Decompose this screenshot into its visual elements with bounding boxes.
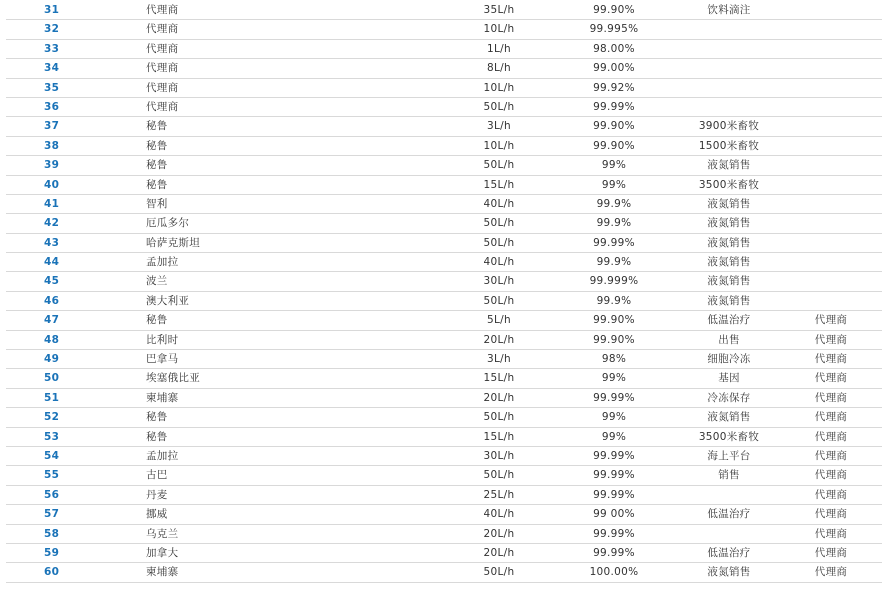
flow-rate-cell: 30L/h	[483, 449, 515, 462]
country-cell: 代理商	[146, 4, 179, 16]
row-number: 37	[44, 120, 60, 133]
flow-rate-cell: 8L/h	[487, 62, 511, 75]
flow-rate-cell: 20L/h	[483, 391, 515, 404]
flow-rate-cell: 50L/h	[483, 159, 515, 172]
table-row	[6, 525, 882, 544]
table-row	[6, 563, 882, 582]
usage-cell: 液氮销售	[707, 256, 751, 269]
usage-cell: 细胞冷冻	[707, 353, 751, 366]
flow-rate-cell: 40L/h	[483, 508, 515, 521]
customer-type-cell: 代理商	[814, 333, 848, 346]
purity-cell: 99%	[601, 411, 627, 424]
customer-type-cell: 代理商	[814, 430, 848, 443]
customer-type-cell: 代理商	[814, 527, 848, 540]
customer-type-cell: 代理商	[814, 314, 848, 327]
table-row	[6, 253, 882, 272]
table-row	[6, 79, 882, 98]
row-number: 31	[44, 4, 60, 16]
table-row	[6, 408, 882, 427]
flow-rate-cell: 25L/h	[483, 488, 515, 501]
usage-cell: 1500米畜牧	[698, 139, 760, 152]
table-row	[6, 137, 882, 156]
customer-type-cell: 代理商	[814, 411, 848, 424]
table-row	[6, 486, 882, 505]
country-cell: 秘鲁	[146, 159, 168, 172]
data-table	[6, 1, 882, 583]
country-cell: 加拿大	[146, 546, 179, 559]
usage-cell: 液氮销售	[707, 275, 751, 288]
purity-cell: 99.90%	[593, 333, 635, 346]
purity-cell: 99.90%	[593, 314, 635, 327]
flow-rate-cell: 50L/h	[483, 294, 515, 307]
flow-rate-cell: 40L/h	[483, 256, 515, 269]
purity-cell: 99 00%	[593, 508, 635, 521]
country-cell: 乌克兰	[146, 527, 179, 540]
table-row	[6, 176, 882, 195]
row-number: 44	[44, 256, 60, 269]
table-row	[6, 389, 882, 408]
table-row	[6, 544, 882, 563]
country-cell: 孟加拉	[146, 449, 179, 462]
flow-rate-cell: 50L/h	[483, 411, 515, 424]
table-row	[6, 447, 882, 466]
customer-type-cell: 代理商	[814, 372, 848, 385]
country-cell: 柬埔寨	[146, 566, 179, 579]
table-row	[6, 59, 882, 78]
country-cell: 巴拿马	[146, 353, 179, 366]
row-number: 52	[44, 411, 60, 424]
country-cell: 比利时	[146, 333, 179, 346]
row-number: 38	[44, 139, 60, 152]
country-cell: 秘鲁	[146, 178, 168, 191]
flow-rate-cell: 20L/h	[483, 527, 515, 540]
purity-cell: 100.00%	[589, 566, 639, 579]
country-cell: 代理商	[146, 62, 179, 75]
usage-cell: 液氮销售	[707, 236, 751, 249]
usage-cell: 3500米畜牧	[698, 430, 760, 443]
table-row	[6, 20, 882, 39]
row-number: 46	[44, 294, 60, 307]
row-number: 55	[44, 469, 60, 482]
flow-rate-cell: 50L/h	[483, 469, 515, 482]
flow-rate-cell: 50L/h	[483, 100, 515, 113]
purity-cell: 99%	[601, 178, 627, 191]
usage-cell: 销售	[718, 469, 740, 482]
table-row	[6, 214, 882, 233]
purity-cell: 99.995%	[589, 23, 639, 36]
country-cell: 孟加拉	[146, 256, 179, 269]
purity-cell: 99%	[601, 430, 627, 443]
purity-cell: 99.90%	[593, 120, 635, 133]
country-cell: 秘鲁	[146, 430, 168, 443]
country-cell: 秘鲁	[146, 411, 168, 424]
flow-rate-cell: 3L/h	[487, 353, 511, 366]
row-number: 59	[44, 546, 60, 559]
purity-cell: 99.9%	[596, 294, 632, 307]
usage-cell: 出售	[718, 333, 740, 346]
purity-cell: 98.00%	[593, 42, 635, 55]
customer-type-cell: 代理商	[814, 469, 848, 482]
country-cell: 挪威	[146, 508, 168, 521]
purity-cell: 99.9%	[596, 256, 632, 269]
table-row	[6, 40, 882, 59]
table-row	[6, 311, 882, 330]
country-cell: 智利	[146, 197, 168, 210]
row-number: 34	[44, 62, 60, 75]
flow-rate-cell: 1L/h	[487, 42, 511, 55]
usage-cell: 低温治疗	[707, 314, 751, 327]
flow-rate-cell: 20L/h	[483, 546, 515, 559]
purity-cell: 99.99%	[593, 469, 635, 482]
usage-cell: 液氮销售	[707, 159, 751, 172]
usage-cell: 液氮销售	[707, 217, 751, 230]
row-number: 33	[44, 42, 60, 55]
flow-rate-cell: 10L/h	[483, 23, 515, 36]
purity-cell: 99.99%	[593, 391, 635, 404]
usage-cell: 液氮销售	[707, 197, 751, 210]
table-row	[6, 98, 882, 117]
country-cell: 代理商	[146, 23, 179, 36]
row-number: 42	[44, 217, 60, 230]
flow-rate-cell: 3L/h	[487, 120, 511, 133]
customer-type-cell: 代理商	[814, 353, 848, 366]
flow-rate-cell: 15L/h	[483, 372, 515, 385]
purity-cell: 99.99%	[593, 527, 635, 540]
row-number: 51	[44, 391, 60, 404]
purity-cell: 99.00%	[593, 62, 635, 75]
row-number: 48	[44, 333, 60, 346]
row-number: 36	[44, 100, 60, 113]
customer-type-cell: 代理商	[814, 566, 848, 579]
table-row	[6, 117, 882, 136]
row-number: 54	[44, 449, 60, 462]
customer-type-cell: 代理商	[814, 508, 848, 521]
country-cell: 厄瓜多尔	[146, 217, 190, 230]
country-cell: 古巴	[146, 469, 168, 482]
purity-cell: 99.92%	[593, 81, 635, 94]
country-cell: 代理商	[146, 81, 179, 94]
table-row	[6, 331, 882, 350]
table-row	[6, 505, 882, 524]
flow-rate-cell: 50L/h	[483, 236, 515, 249]
usage-cell: 液氮销售	[707, 294, 751, 307]
purity-cell: 99.90%	[593, 4, 635, 16]
purity-cell: 98%	[601, 353, 627, 366]
purity-cell: 99.99%	[593, 546, 635, 559]
country-cell: 秘鲁	[146, 120, 168, 133]
table-row	[6, 466, 882, 485]
flow-rate-cell: 20L/h	[483, 333, 515, 346]
country-cell: 代理商	[146, 100, 179, 113]
usage-cell: 液氮销售	[707, 411, 751, 424]
row-number: 43	[44, 236, 60, 249]
flow-rate-cell: 5L/h	[487, 314, 511, 327]
table-row	[6, 234, 882, 253]
customer-type-cell: 代理商	[814, 391, 848, 404]
usage-cell: 液氮销售	[707, 566, 751, 579]
purity-cell: 99.99%	[593, 449, 635, 462]
purity-cell: 99.90%	[593, 139, 635, 152]
row-number: 39	[44, 159, 60, 172]
purity-cell: 99.99%	[593, 488, 635, 501]
country-cell: 秘鲁	[146, 139, 168, 152]
table-row	[6, 156, 882, 175]
row-number: 58	[44, 527, 60, 540]
table-row	[6, 369, 882, 388]
usage-cell: 3900米畜牧	[698, 120, 760, 133]
flow-rate-cell: 40L/h	[483, 197, 515, 210]
customer-type-cell: 代理商	[814, 546, 848, 559]
country-cell: 澳大利亚	[146, 294, 190, 307]
usage-cell: 低温治疗	[707, 508, 751, 521]
row-number: 56	[44, 488, 60, 501]
country-cell: 波兰	[146, 275, 168, 288]
customer-type-cell: 代理商	[814, 488, 848, 501]
usage-cell: 冷冻保存	[707, 391, 751, 404]
country-cell: 埃塞俄比亚	[146, 372, 200, 385]
usage-cell: 海上平台	[707, 449, 751, 462]
row-number: 49	[44, 353, 60, 366]
flow-rate-cell: 50L/h	[483, 566, 515, 579]
usage-cell: 3500米畜牧	[698, 178, 760, 191]
row-number: 57	[44, 508, 60, 521]
row-number: 41	[44, 197, 60, 210]
usage-cell: 饮料滴注	[707, 4, 751, 16]
table-row	[6, 292, 882, 311]
purity-cell: 99.999%	[589, 275, 639, 288]
flow-rate-cell: 50L/h	[483, 217, 515, 230]
row-number: 53	[44, 430, 60, 443]
usage-cell: 基因	[718, 372, 740, 385]
purity-cell: 99%	[601, 372, 627, 385]
purity-cell: 99.99%	[593, 100, 635, 113]
flow-rate-cell: 10L/h	[483, 139, 515, 152]
country-cell: 秘鲁	[146, 314, 168, 327]
flow-rate-cell: 35L/h	[483, 4, 515, 16]
country-cell: 柬埔寨	[146, 391, 179, 404]
row-number: 50	[44, 372, 60, 385]
purity-cell: 99.9%	[596, 217, 632, 230]
table-row	[6, 428, 882, 447]
purity-cell: 99.99%	[593, 236, 635, 249]
table-row	[6, 350, 882, 369]
purity-cell: 99%	[601, 159, 627, 172]
country-cell: 哈萨克斯坦	[146, 236, 200, 249]
flow-rate-cell: 15L/h	[483, 178, 515, 191]
country-cell: 代理商	[146, 42, 179, 55]
flow-rate-cell: 15L/h	[483, 430, 515, 443]
row-number: 32	[44, 23, 60, 36]
table-row	[6, 195, 882, 214]
row-number: 45	[44, 275, 60, 288]
flow-rate-cell: 30L/h	[483, 275, 515, 288]
row-number: 60	[44, 566, 60, 579]
row-number: 47	[44, 314, 60, 327]
country-cell: 丹麦	[146, 488, 168, 501]
table-row	[6, 272, 882, 291]
purity-cell: 99.9%	[596, 197, 632, 210]
row-number: 40	[44, 178, 60, 191]
flow-rate-cell: 10L/h	[483, 81, 515, 94]
usage-cell: 低温治疗	[707, 546, 751, 559]
customer-type-cell: 代理商	[814, 449, 848, 462]
row-number: 35	[44, 81, 60, 94]
table-row	[6, 1, 882, 20]
